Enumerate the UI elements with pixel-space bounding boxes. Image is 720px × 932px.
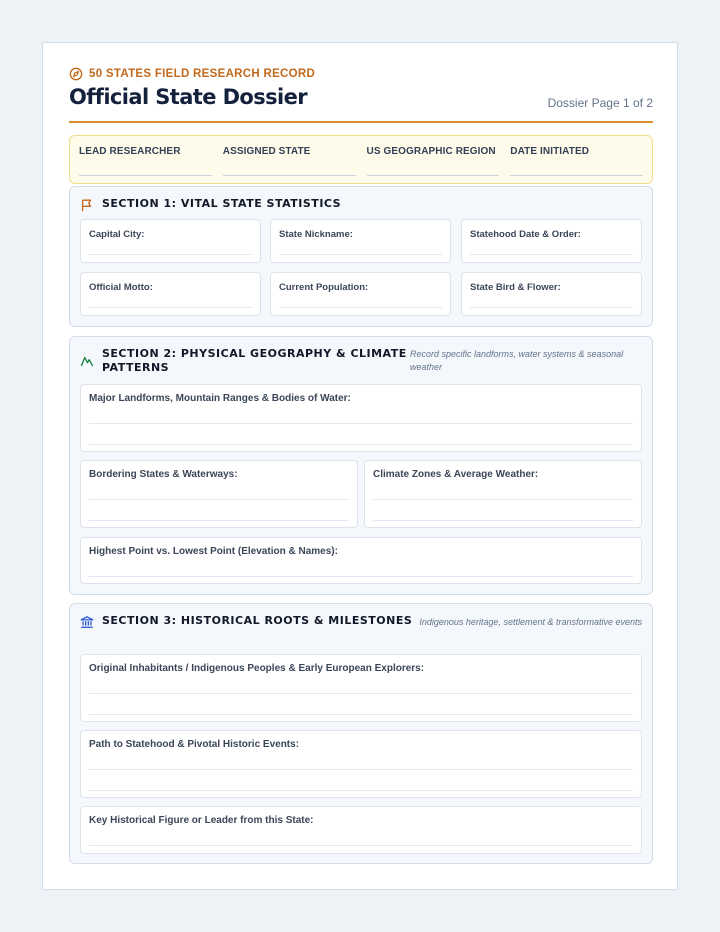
write-line [89, 790, 633, 791]
state-nickname-field[interactable] [270, 219, 451, 263]
elevation-field[interactable] [80, 537, 642, 584]
section-vital-statistics [69, 186, 653, 327]
write-line [470, 254, 633, 255]
region-field[interactable] [367, 136, 500, 183]
write-line [373, 520, 633, 521]
header-divider [69, 121, 653, 123]
field-label: Highest Point vs. Lowest Point (Elevation & Names): [89, 546, 338, 557]
field-label: Capital City: [89, 229, 145, 240]
write-line [89, 444, 633, 445]
section-title: SECTION 3: HISTORICAL ROOTS & MILESTONES [102, 614, 413, 627]
landforms-field[interactable] [80, 384, 642, 452]
field-label: DATE INITIATED [510, 146, 590, 157]
section-physical-geography [69, 336, 653, 595]
section-note [410, 348, 644, 374]
page-header [69, 67, 653, 123]
statehood-path-field[interactable] [80, 730, 642, 798]
write-line [279, 254, 442, 255]
write-line [89, 714, 633, 715]
write-line [89, 254, 252, 255]
section-title: SECTION 1: VITAL STATE STATISTICS [102, 197, 342, 210]
field-label: ASSIGNED STATE [222, 146, 311, 157]
write-line [367, 175, 500, 176]
historical-figure-field[interactable] [80, 806, 642, 854]
field-label: US GEOGRAPHIC REGION [366, 146, 496, 157]
section-note-line1: Record specific landforms, water systems & seasonal [410, 349, 624, 359]
bordering-states-field[interactable] [80, 460, 358, 528]
official-motto-field[interactable] [80, 272, 261, 316]
landmark-icon [80, 615, 94, 629]
mountain-icon [80, 354, 94, 368]
write-line [89, 307, 252, 308]
dossier-sheet [42, 42, 678, 890]
page-number: Dossier Page 1 of 2 [547, 96, 653, 110]
field-label: Climate Zones & Average Weather: [373, 469, 539, 480]
write-line [89, 499, 349, 500]
page-title: Official State Dossier [69, 85, 308, 109]
statehood-date-field[interactable] [461, 219, 642, 263]
field-label: Official Motto: [89, 282, 153, 293]
write-line [79, 175, 212, 176]
field-label: Current Population: [279, 282, 369, 293]
write-line [223, 175, 356, 176]
section-title [102, 347, 407, 375]
write-line [89, 845, 633, 846]
researcher-info-bar [69, 135, 653, 184]
write-line [279, 307, 442, 308]
section-title-line1: SECTION 2: PHYSICAL GEOGRAPHY & CLIMATE [102, 347, 407, 360]
field-label: LEAD RESEARCHER [79, 146, 181, 157]
assigned-state-field[interactable] [223, 136, 356, 183]
kicker-text: 50 STATES FIELD RESEARCH RECORD [89, 68, 316, 80]
capital-city-field[interactable] [80, 219, 261, 263]
field-label: Major Landforms, Mountain Ranges & Bodies of Water: [89, 393, 351, 404]
field-label: Original Inhabitants / Indigenous Peoples & Early European Explorers: [89, 663, 425, 674]
field-label: Path to Statehood & Pivotal Historic Events: [89, 739, 300, 750]
write-line [89, 769, 633, 770]
field-label: Statehood Date & Order: [470, 229, 581, 240]
field-label: State Bird & Flower: [470, 282, 561, 293]
field-label: State Nickname: [279, 229, 353, 240]
write-line [89, 423, 633, 424]
write-line [373, 499, 633, 500]
state-bird-flower-field[interactable] [461, 272, 642, 316]
flag-icon [80, 198, 94, 212]
section-header [80, 197, 642, 212]
current-population-field[interactable] [270, 272, 451, 316]
section-title-line2: PATTERNS [102, 361, 170, 374]
write-line [89, 520, 349, 521]
climate-zones-field[interactable] [364, 460, 642, 528]
section-note: Indigenous heritage, settlement & transformative events [419, 617, 642, 627]
write-line [510, 175, 643, 176]
lead-researcher-field[interactable] [79, 136, 212, 183]
write-line [89, 693, 633, 694]
field-label: Key Historical Figure or Leader from this State: [89, 815, 314, 826]
date-initiated-field[interactable] [510, 136, 643, 183]
write-line [470, 307, 633, 308]
kicker [69, 67, 653, 81]
compass-icon [69, 67, 83, 81]
write-line [89, 576, 633, 577]
original-inhabitants-field[interactable] [80, 654, 642, 722]
section-note-line2: weather [410, 362, 443, 372]
section-historical-roots [69, 603, 653, 864]
field-label: Bordering States & Waterways: [89, 469, 238, 480]
